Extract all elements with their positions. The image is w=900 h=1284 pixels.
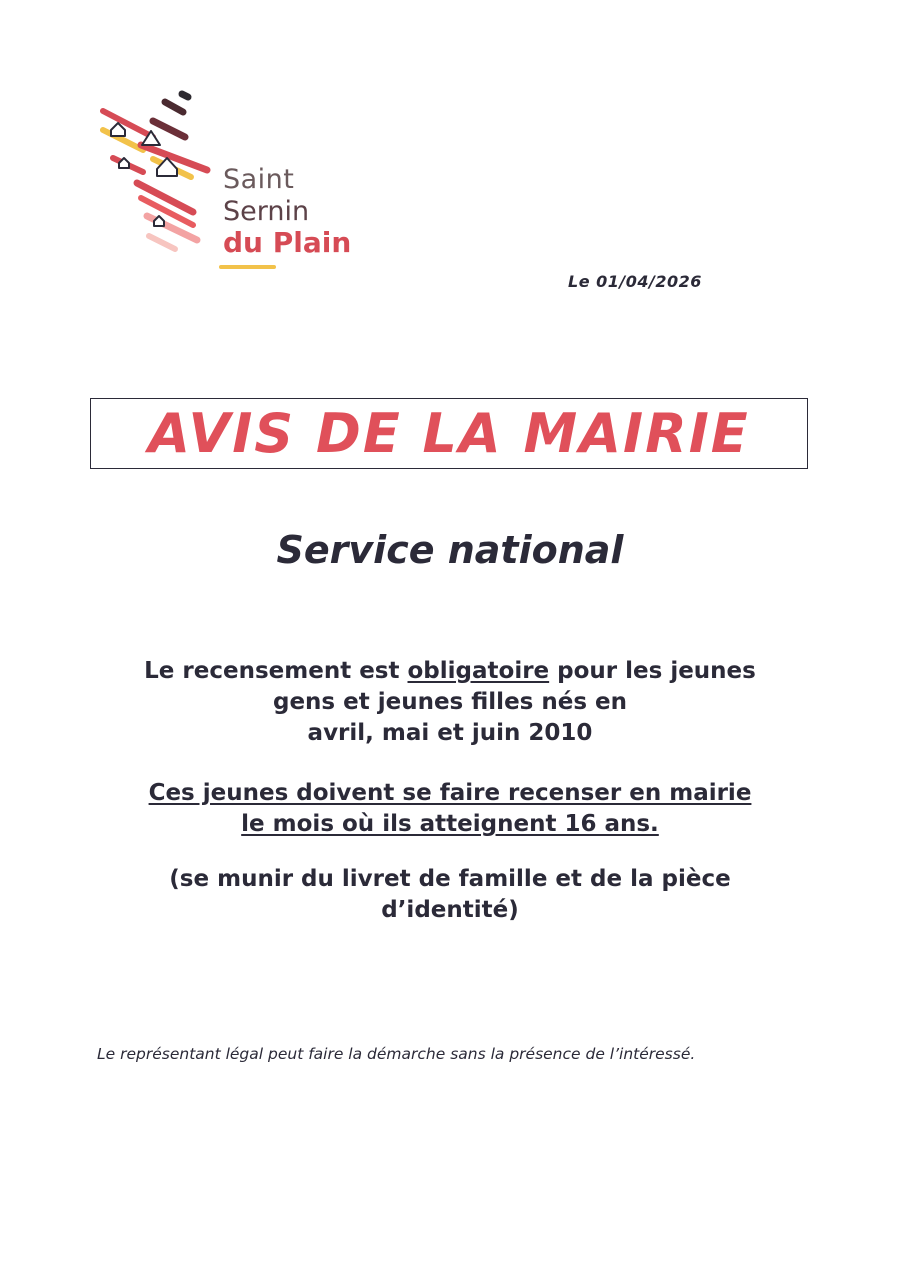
documents-line1: (se munir du livret de famille et de la pièce bbox=[169, 866, 731, 892]
logo-word-sernin: Sernin bbox=[223, 196, 310, 227]
paragraph-documents bbox=[0, 864, 900, 926]
page-subtitle: Service national bbox=[276, 528, 624, 572]
paragraph-obligation-line3: avril, mai et juin 2010 bbox=[307, 720, 593, 746]
paragraph-obligation bbox=[0, 656, 900, 749]
instruction-line1: Ces jeunes doivent se faire recenser en mairie bbox=[148, 780, 752, 806]
logo-underline bbox=[219, 265, 276, 269]
instruction-line2: le mois où ils atteignent 16 ans. bbox=[241, 811, 659, 837]
paragraph-obligation-line2: gens et jeunes filles nés en bbox=[272, 689, 628, 715]
banner-title: AVIS DE LA MAIRIE bbox=[148, 402, 750, 465]
paragraph-instruction bbox=[0, 778, 900, 840]
obligatoire-emphasis: obligatoire bbox=[407, 658, 550, 684]
documents-line2: d’identité) bbox=[381, 897, 519, 923]
legal-representative-note: Le représentant légal peut faire la démarche sans la présence de l’intéressé. bbox=[97, 1045, 696, 1063]
document-date: Le 01/04/2026 bbox=[568, 272, 702, 291]
paragraph-obligation-line1: Le recensement est obligatoire pour les jeunes bbox=[144, 658, 756, 684]
logo-word-saint: Saint bbox=[223, 164, 295, 195]
notice-banner bbox=[90, 398, 808, 469]
logo-word-du-plain: du Plain bbox=[223, 226, 352, 259]
